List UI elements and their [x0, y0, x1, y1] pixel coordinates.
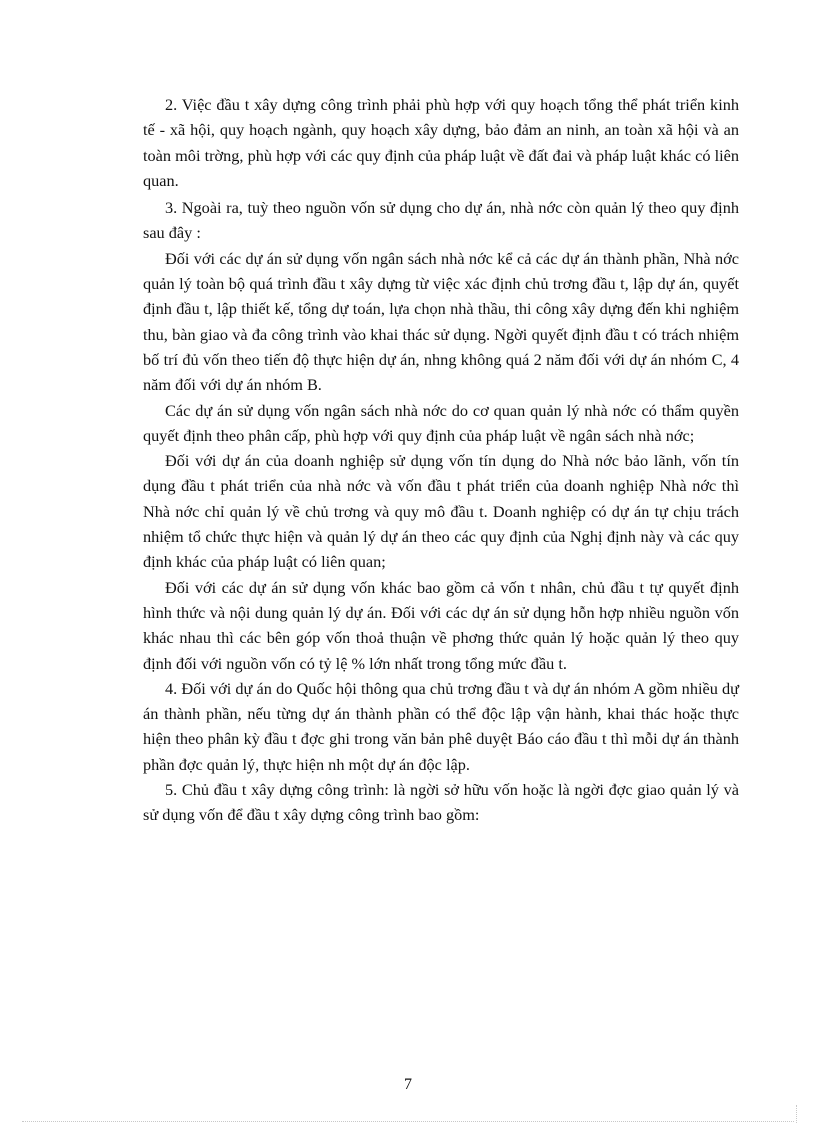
paragraph-state-budget: Đối với các dự án sử dụng vốn ngân sách nhà nớc kể cả các dự án thành phần, Nhà nớc quản lý toàn bộ quá trình đầu t xây dựng từ việc xác định chủ trơng đầu t, lập dự án, quyết định đầu t, lập thiết kế, tổng dự toán, lựa chọn nhà thầu, thi công xây dựng đến khi nghiệm thu, bàn giao và đa công trình vào khai thác sử dụng. Ngời quyết định đầu t có trách nhiệm bố trí đủ vốn theo tiến độ thực hiện dự án, nhng không quá 2 năm đối với dự án nhóm C, 4 năm đối với dự án nhóm B.: [143, 248, 739, 395]
paragraph-item-5: 5. Chủ đầu t xây dựng công trình: là ngời sở hữu vốn hoặc là ngời đợc giao quản lý và sử dụng vốn để đầu t xây dựng công trình bao gồm:: [143, 780, 739, 825]
document-body: [143, 92, 739, 828]
paragraph-item-2: 2. Việc đầu t xây dựng công trình phải phù hợp với quy hoạch tổng thể phát triển kinh tế - xã hội, quy hoạch ngành, quy hoạch xây dựng, bảo đảm an ninh, an toàn xã hội và an toàn môi trờng, phù hợp với các quy định của pháp luật về đất đai và pháp luật khác có liên quan.: [143, 95, 739, 190]
paragraph-enterprise-projects: Đối với dự án của doanh nghiệp sử dụng vốn tín dụng do Nhà nớc bảo lãnh, vốn tín dụng đầu t phát triển của nhà nớc và vốn đầu t phát triển của doanh nghiệp Nhà nớc thì Nhà nớc chỉ quản lý về chủ trơng và quy mô đầu t. Doanh nghiệp có dự án tự chịu trách nhiệm tổ chức thực hiện và quản lý dự án theo các quy định của Nghị định này và các quy định khác của pháp luật có liên quan;: [143, 451, 739, 572]
page-number: 7: [404, 1076, 412, 1093]
paragraph-item-4: 4. Đối với dự án do Quốc hội thông qua chủ trơng đầu t và dự án nhóm A gồm nhiều dự án thành phần, nếu từng dự án thành phần có thể độc lập vận hành, khai thác hoặc thực hiện theo phân kỳ đầu t đợc ghi trong văn bản phê duyệt Báo cáo đầu t thì mỗi dự án thành phần đợc quản lý, thực hiện nh một dự án độc lập.: [143, 678, 739, 774]
paragraph-other-capital: Đối với các dự án sử dụng vốn khác bao gồm cả vốn t nhân, chủ đầu t tự quyết định hình thức và nội dung quản lý dự án. Đối với các dự án sử dụng hỗn hợp nhiều nguồn vốn khác nhau thì các bên góp vốn thoả thuận về phơng thức quản lý hoặc quản lý theo quy định đối với nguồn vốn có tỷ lệ % lớn nhất trong tổng mức đầu t.: [143, 577, 739, 673]
page-edge-mark: [796, 1105, 798, 1123]
paragraph-item-3: 3. Ngoài ra, tuỳ theo nguồn vốn sử dụng cho dự án, nhà nớc còn quản lý theo quy định sau đây :: [143, 198, 739, 243]
page-bottom-rule: [22, 1121, 794, 1122]
paragraph-budget-projects: Các dự án sử dụng vốn ngân sách nhà nớc do cơ quan quản lý nhà nớc có thẩm quyền quyết định theo phân cấp, phù hợp với quy định của pháp luật về ngân sách nhà nớc;: [143, 400, 739, 445]
